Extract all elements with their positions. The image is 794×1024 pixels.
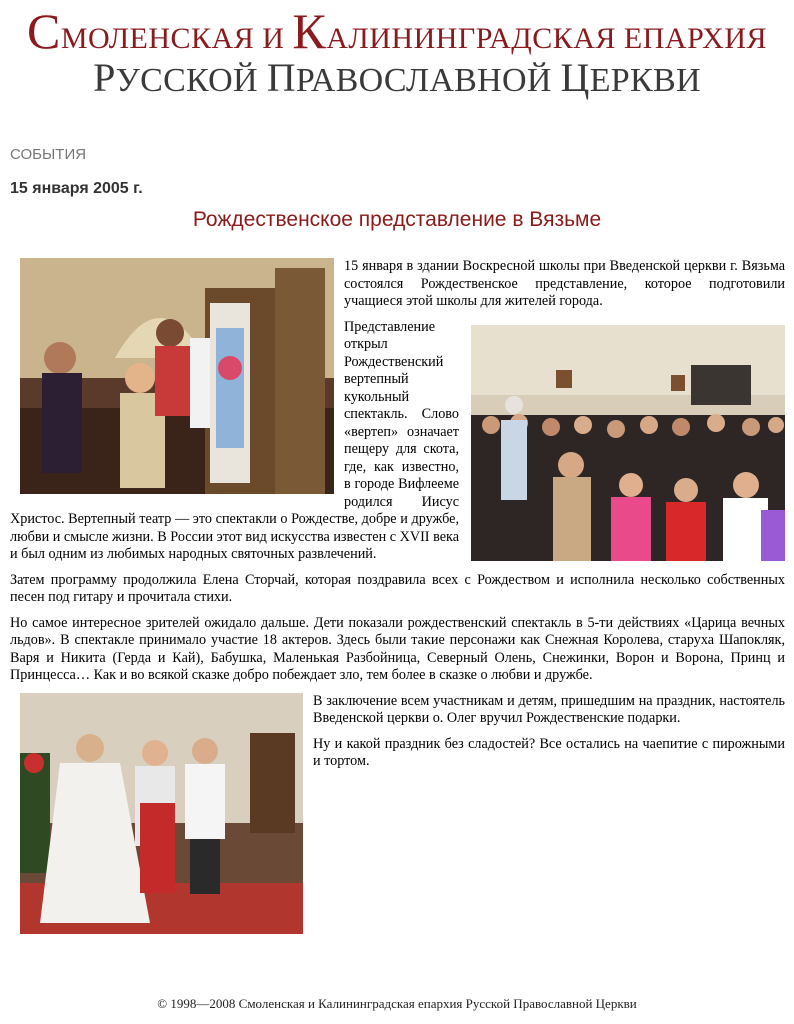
masthead-line-2 (0, 55, 794, 100)
site-masthead (0, 3, 794, 100)
masthead-text: АЛИНИНГРАДСКАЯ ЕПАРХИЯ (326, 22, 767, 55)
article-body (10, 258, 785, 940)
masthead-cap: С (26, 3, 61, 59)
masthead-text: ЕРКВИ (589, 62, 701, 99)
paragraph-2: Представление открыл Рождественский вертепный кукольный спектакль. Слово «вертеп» означает пещеру для скота, где, как известно, в городе Вифлееме родился Иисус Христос. Вертепный театр — это спектакли о Рождестве, добре и дружбе, любви и смысле жизни. В России этот вид искусства известен с XVII века и был одним из любимых народных святочных развлечений. (10, 318, 459, 562)
article-title: Рождественское представление в Вязьме (192, 208, 602, 231)
section-label[interactable]: СОБЫТИЯ (10, 146, 87, 163)
paragraph-1: 15 января в здании Воскресной школы при Введенской церкви г. Вязьма состоялся Рождественское представление, которое подготовили учащиеся этой школы для жителей города. (344, 258, 785, 309)
masthead-text: МОЛЕНСКАЯ И (60, 22, 293, 55)
paragraph-5: В заключение всем участникам и детям, пришедшим на праздник, настоятель Введенской церкви о. Олег вручил Рождественские подарки. (313, 692, 785, 726)
masthead-text: РАВОСЛАВНОЙ (295, 62, 561, 99)
photo-audience (471, 325, 785, 561)
paragraph-6: Ну и какой праздник без сладостей? Все остались на чаепитие с пирожными и тортом. (313, 735, 785, 769)
photo-audience-image (471, 325, 785, 561)
masthead-cap: П (266, 55, 296, 100)
masthead-line-1 (0, 3, 794, 59)
masthead-cap: Ц (560, 55, 590, 100)
footer-copyright: © 1998—2008 Смоленская и Калининградская епархия Русской Православной Церкви (157, 996, 637, 1011)
masthead-cap: К (292, 3, 327, 59)
paragraph-3: Затем программу продолжила Елена Сторчай, которая поздравила всех с Рождеством и исполнила несколько собственных песен под гитару и прочитала стихи. (10, 571, 785, 605)
photo-puppet-theatre (20, 258, 334, 494)
photo-children-play-image (20, 693, 303, 934)
masthead-text: УССКОЙ (115, 62, 267, 99)
article-date: 15 января 2005 г. (10, 180, 143, 197)
masthead-cap: Р (93, 55, 116, 100)
paragraph-4: Но самое интересное зрителей ожидало дальше. Дети показали рождественский спектакль в 5-ти действиях «Царица вечных льдов». В спектакле принимало участие 18 актеров. Здесь были такие персонажи как Снежная Королева, старуха Шапокляк, Варя и Никита (Герда и Кай), Бабушка, Маленькая Разбойница, Северный Олень, Снежинки, Ворон и Ворона, Принц и Принцесса… Как и во всякой сказке добро побеждает зло, тем более в сказке о любви и дружбе. (10, 614, 785, 683)
photo-puppet-theatre-image (20, 258, 334, 494)
photo-children-play (20, 693, 303, 934)
